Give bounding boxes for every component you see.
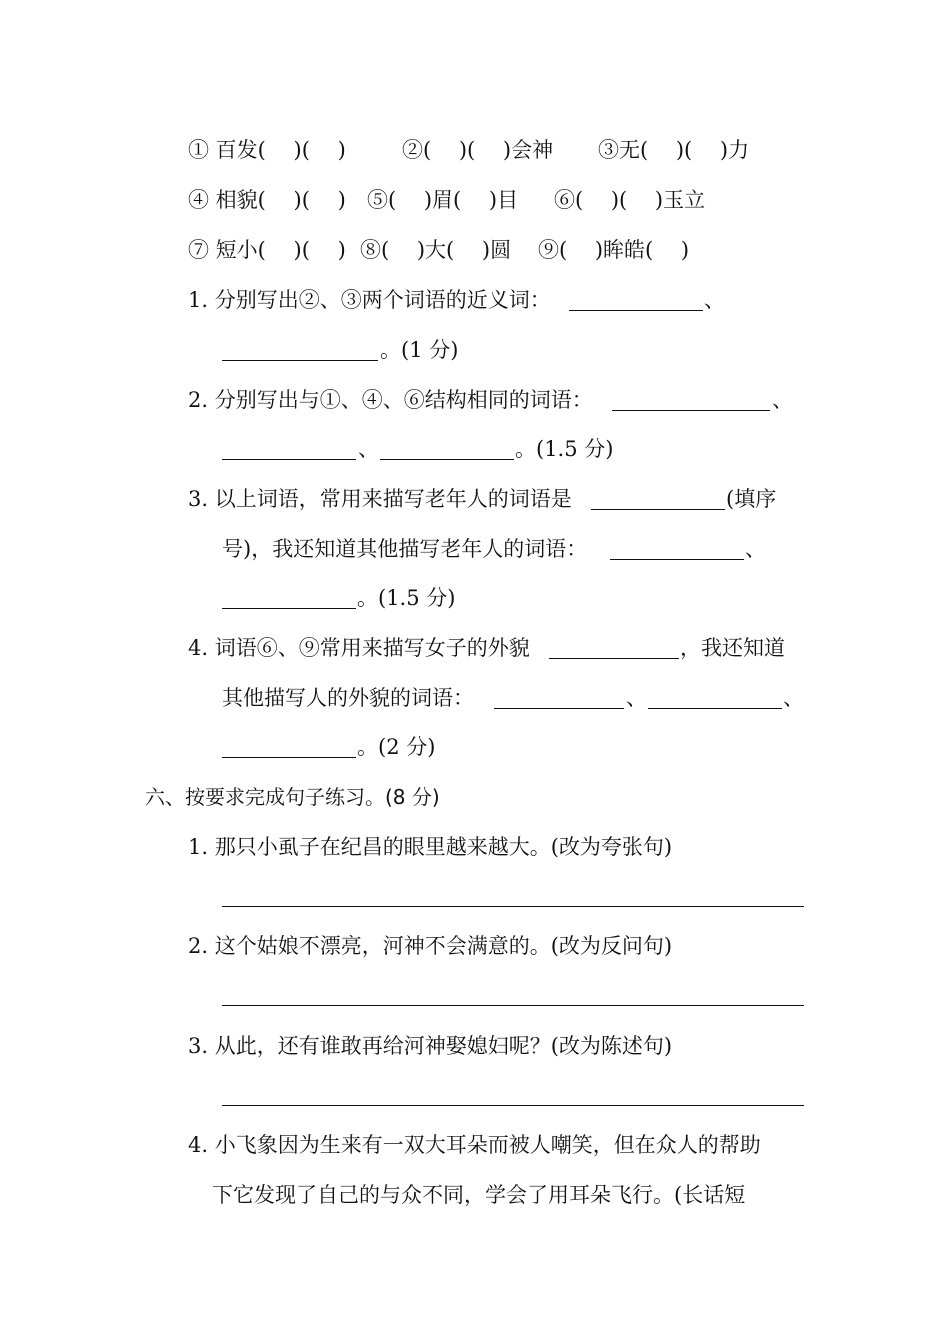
q4-sep-2: 、 <box>783 686 804 710</box>
q2-blank-2[interactable] <box>222 459 356 460</box>
q2-text: 2. 分别写出与①、④、⑥结构相同的词语： <box>188 388 593 412</box>
q2-blank-1[interactable] <box>612 410 770 411</box>
s6-item-2: 2. 这个姑娘不漂亮，河神不会满意的。(改为反问句) <box>188 934 673 958</box>
q3-text: 3. 以上词语，常用来描写老年人的词语是 <box>188 487 572 511</box>
q4-blank-4[interactable] <box>222 757 356 758</box>
idiom-8: ⑧( )大( )圆 <box>360 238 512 262</box>
q1-end: 。(1 分) <box>380 338 459 362</box>
q4-tail: ，我还知道 <box>680 636 785 660</box>
idiom-1: ① 百发( )( ) <box>188 138 346 162</box>
idiom-4: ④ 相貌( )( ) <box>188 188 346 212</box>
q4-blank-3[interactable] <box>648 708 782 709</box>
q1-blank-2[interactable] <box>222 360 378 361</box>
q4-end: 。(2 分) <box>357 735 436 759</box>
q3-end: 。(1.5 分) <box>357 586 456 610</box>
q2-blank-3[interactable] <box>380 459 514 460</box>
q4-blank-2[interactable] <box>494 708 624 709</box>
s6-item-4-line-2: 下它发现了自己的与众不同，学会了用耳朵飞行。(长话短 <box>212 1183 746 1207</box>
q4-sep-1: 、 <box>626 686 647 710</box>
q4-text: 4. 词语⑥、⑨常用来描写女子的外貌 <box>188 636 530 660</box>
q1-blank-1[interactable] <box>569 310 703 311</box>
q3-blank-3[interactable] <box>222 608 356 609</box>
q2-sep-2: 、 <box>358 437 379 461</box>
q3-blank-2[interactable] <box>610 559 744 560</box>
q3-text-2: 号)，我还知道其他描写老年人的词语： <box>222 537 588 561</box>
q1-sep: 、 <box>704 288 725 312</box>
s6-answer-line-3[interactable] <box>222 1105 804 1106</box>
s6-answer-line-2[interactable] <box>222 1005 804 1006</box>
q3-tail: (填序 <box>726 487 777 511</box>
section-6-title: 六、按要求完成句子练习。(8 分) <box>145 785 440 809</box>
q3-sep: 、 <box>745 537 766 561</box>
q3-blank-1[interactable] <box>591 509 725 510</box>
idiom-5: ⑤( )眉( )目 <box>367 188 519 212</box>
idiom-9: ⑨( )眸皓( ) <box>538 238 690 262</box>
q4-blank-1[interactable] <box>549 658 679 659</box>
s6-item-4: 4. 小飞象因为生来有一双大耳朵而被人嘲笑，但在众人的帮助 <box>188 1133 761 1157</box>
s6-answer-line-1[interactable] <box>222 906 804 907</box>
idiom-2: ②( )( )会神 <box>402 138 554 162</box>
idiom-6: ⑥( )( )玉立 <box>554 188 706 212</box>
q1-text: 1. 分别写出②、③两个词语的近义词： <box>188 288 551 312</box>
idiom-7: ⑦ 短小( )( ) <box>188 238 346 262</box>
idiom-3: ③无( )( )力 <box>598 138 750 162</box>
s6-item-1: 1. 那只小虱子在纪昌的眼里越来越大。(改为夸张句) <box>188 835 673 859</box>
q2-end: 。(1.5 分) <box>515 437 614 461</box>
q4-text-2: 其他描写人的外貌的词语： <box>222 686 474 710</box>
q2-sep-1: 、 <box>772 388 793 412</box>
s6-item-3: 3. 从此，还有谁敢再给河神娶媳妇呢？(改为陈述句) <box>188 1034 673 1058</box>
